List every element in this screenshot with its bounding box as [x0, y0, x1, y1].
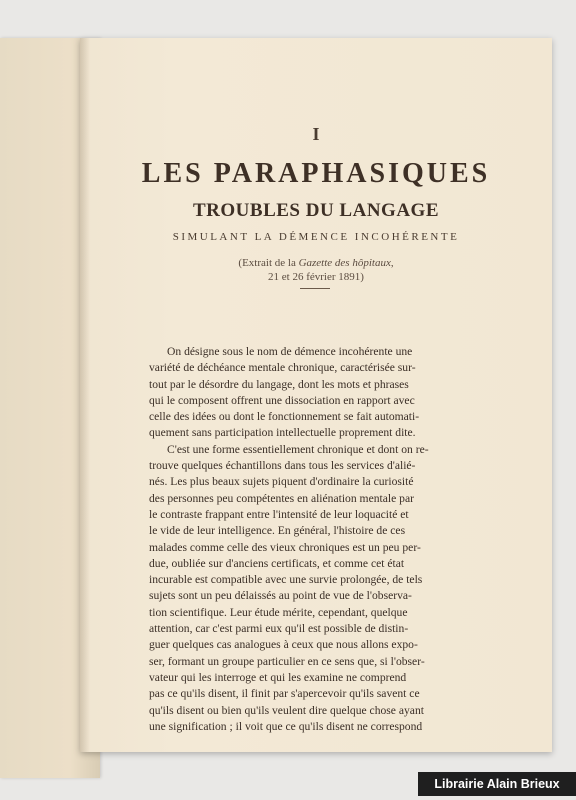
body-line: le contraste frappant entre l'intensité de leur loquacité et — [149, 507, 409, 521]
body-line: malades comme celle des vieux chroniques est un peu per- — [149, 540, 421, 554]
body-line: nés. Les plus beaux sujets piquent d'ordinaire la curiosité — [149, 475, 414, 489]
body-line: C'est une forme essentiellement chronique et dont on re- — [167, 442, 429, 456]
extract-journal: Gazette des hôpitaux — [298, 257, 391, 269]
extract-suffix: , — [390, 257, 394, 269]
document-page — [80, 38, 552, 752]
page-subtitle: TROUBLES DU LANGAGE — [193, 200, 439, 221]
body-line: quement sans participation intellectuelle proprement dite. — [149, 426, 416, 440]
body-line: vateur qui les interroge et qui les examine ne comprend — [149, 670, 407, 684]
body-line: trouve quelques échantillons dans tous les services d'alié- — [149, 459, 416, 473]
extract-dates: 21 et 26 février 1891) — [268, 271, 364, 283]
body-line: On désigne sous le nom de démence incohérente une — [167, 345, 413, 358]
body-line: celle des idées ou dont le fonctionnement se fait automati- — [149, 410, 420, 424]
body-line: guer quelques cas analogues à ceux que nous allons expo- — [149, 638, 418, 652]
body-line: qui le composent offrent une dissociation en rapport avec — [149, 393, 415, 407]
body-line: des personnes peu compétentes en aliénation mentale par — [149, 491, 414, 505]
body-line: due, oubliée sur d'anciens certificats, et comme cet état — [149, 556, 405, 570]
body-line: le vide de leur intelligence. En général, l'histoire de ces — [149, 524, 406, 538]
page-title: LES PARAPHASIQUES — [141, 158, 491, 189]
body-line: qu'ils disent ou bien qu'ils veulent dire quelque chose ayant — [149, 703, 424, 717]
body-line: incurable est compatible avec une survie prolongée, de tels — [149, 573, 423, 587]
body-line: ser, formant un groupe particulier en ce sens que, si l'obser- — [149, 654, 425, 668]
extract-prefix: (Extrait de la — [238, 257, 299, 269]
body-line: tion scientifique. Leur étude mérite, cependant, quelque — [149, 605, 408, 619]
body-line: sujets sont un peu délaissés au point de vue de l'observa- — [149, 589, 412, 603]
body-line: pas ce qu'ils disent, il finit par s'apercevoir qu'ils savent ce — [149, 687, 420, 701]
body-text — [149, 344, 451, 735]
body-line: variété de déchéance mentale chronique, caractérisée sur- — [149, 361, 416, 375]
page-subsubtitle: SIMULANT LA DÉMENCE INCOHÉRENTE — [172, 231, 460, 243]
body-line: une signification ; il voit que ce qu'ils disent ne correspond — [149, 719, 423, 733]
extract-note — [80, 256, 552, 284]
section-numeral: I — [312, 124, 320, 144]
body-line: tout par le désordre du langage, dont les mots et phrases — [149, 377, 409, 391]
divider-rule — [300, 288, 330, 289]
watermark-label: Librairie Alain Brieux — [418, 772, 576, 796]
body-line: attention, car c'est parmi eux qu'il est possible de distin- — [149, 622, 409, 636]
